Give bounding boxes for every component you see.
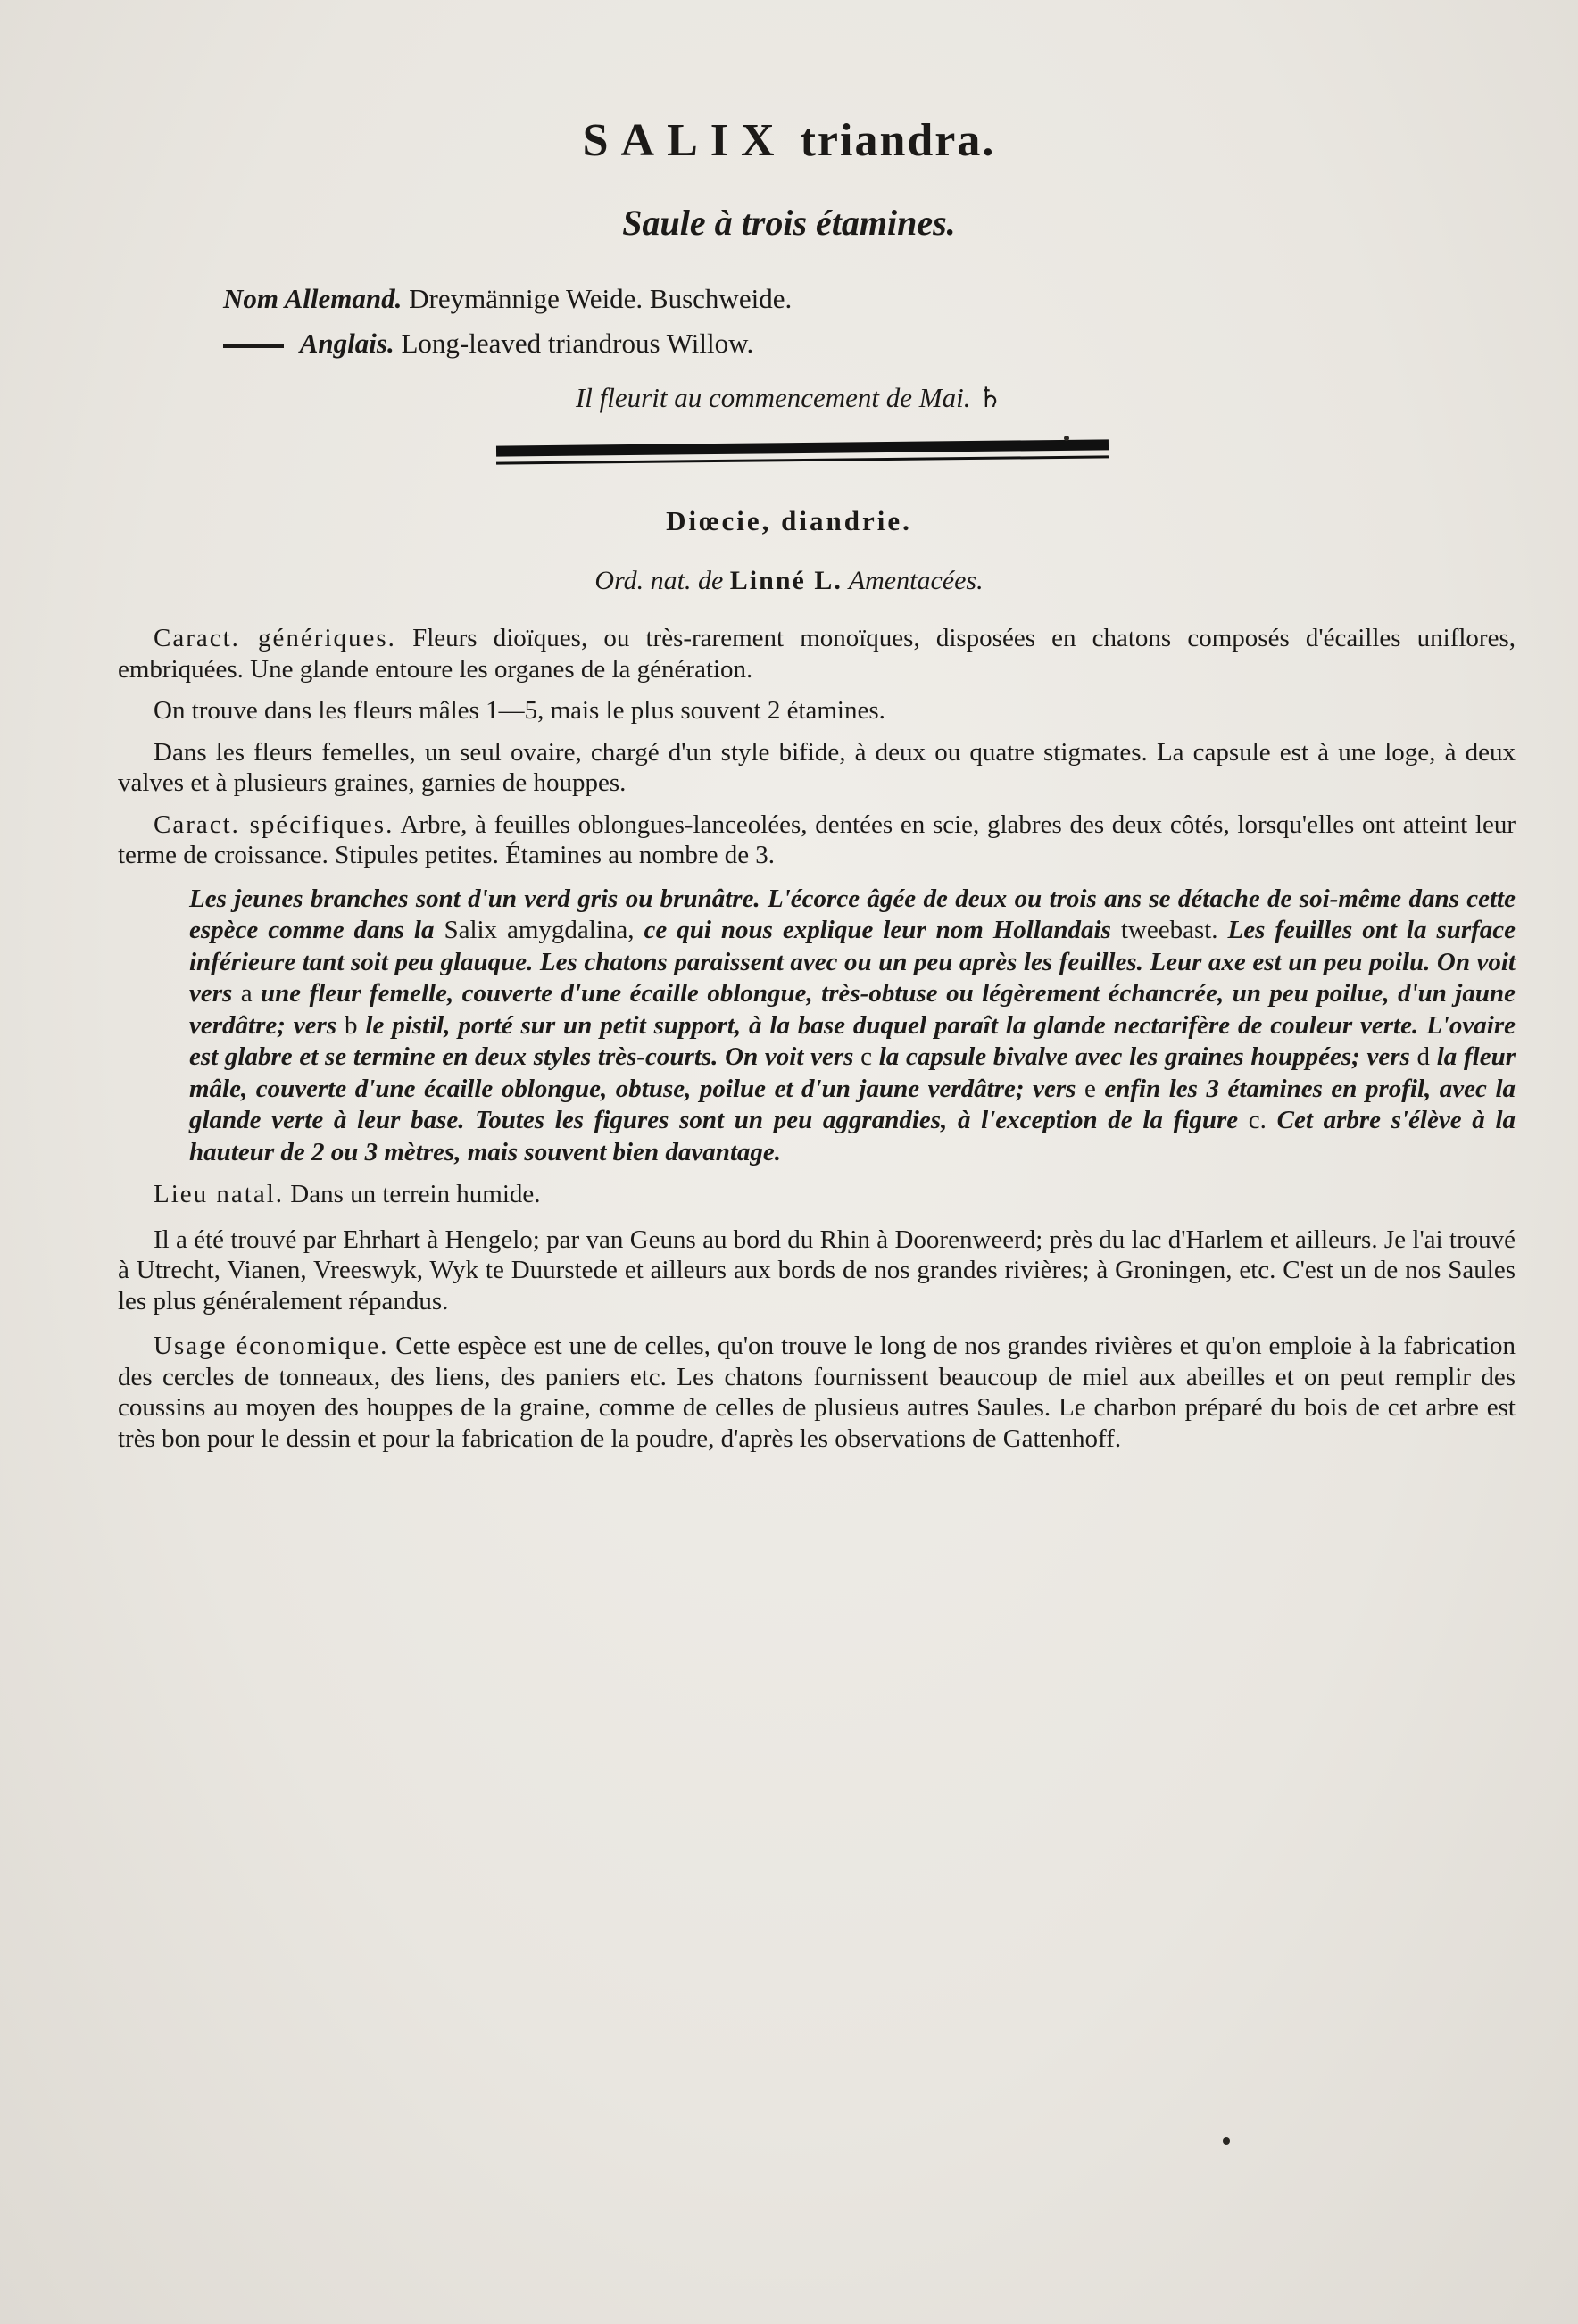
fig-ref-e: e — [1084, 1074, 1096, 1103]
page-subtitle: Saule à trois étamines. — [622, 203, 956, 243]
thin-divider-rule — [496, 455, 1109, 464]
desc-tweebast: tweebast. — [1120, 916, 1218, 944]
desc-part-b: ce qui nous explique leur nom Hollandais — [644, 916, 1111, 944]
desc-part-g: la fleur mâle, couverte d'une écaille oblongue, obtuse, poilue et d'un jaune verdâtre; vers — [189, 1042, 1516, 1103]
fig-ref-d: d — [1416, 1042, 1431, 1071]
plate-description-paragraph — [189, 884, 1516, 1169]
ink-speck — [1223, 2137, 1230, 2145]
specific-characters-paragraph — [118, 809, 1516, 871]
flowering-time: Il fleurit au commencement de Mai. ♄ — [575, 382, 1003, 413]
german-name-row — [223, 277, 792, 321]
english-label: Anglais. — [299, 328, 394, 359]
english-value: Long-leaved triandrous Willow. — [401, 328, 754, 359]
localities-paragraph: Il a été trouvé par Ehrhart à Hengelo; par van Geuns au bord du Rhin à Doorenweerd; près du lac d'Harlem et ailleurs. Je l'ai trouvé à Utrecht, Vianen, Vreeswyk, Wyk te Duurstede et ailleurs aux bords de nos grandes rivières; à Groningen, etc. C'est un de nos Saules les plus généralement répandus. — [118, 1224, 1516, 1316]
usage-text: Cette espèce est une de celles, qu'on trouve le long de nos grandes rivières et qu'on emploie à la fabrication des cercles de tonneaux, des liens, des paniers etc. Les chatons fournissent beaucoup de miel aux abeilles et on peut remplir des coussins au moyen des houppes de la graine, comme de celles de plusieus autres Saules. Le charbon préparé du bois de cet arbre est très bon pour le dessin et pour la fabrication de la poudre, d'après les observations de Gattenhoff. — [118, 1332, 1516, 1453]
desc-part-a: Les jeunes branches sont d'un verd gris ou brunâtre. L'écorce âgée de deux ou trois ans se détache de soi-même dans cette espèce comme dans la — [189, 884, 1516, 944]
order-prefix: Ord. nat. de — [594, 566, 724, 595]
desc-part-f: la capsule bivalve avec les graines houppées; vers — [878, 1042, 1410, 1071]
order-family: Amentacées. — [848, 566, 984, 595]
fig-ref-b: b — [345, 1010, 358, 1040]
desc-part-e: le pistil, porté sur un petit support, à la base duquel paraît la glande nectarifère de couleur verte. L'ovaire est glabre et se termine en deux styles très-courts. On voit vers — [189, 1010, 1516, 1071]
habitat-text: Dans un terrein humide. — [290, 1180, 541, 1208]
desc-part-i: Cet arbre s'élève à la hauteur de 2 ou 3 mètres, mais souvent bien davantage. — [189, 1106, 1516, 1166]
fig-ref-c: c — [860, 1042, 872, 1071]
order-linne: Linné L. — [729, 566, 843, 595]
body-text — [118, 623, 1516, 1465]
desc-part-c: Les feuilles ont la surface inférieure tant soit peu glauque. Les chatons paraissent avec ou un peu après les feuilles. Leur axe est un peu poilu. On voit vers — [189, 916, 1516, 1008]
ditto-dash — [223, 344, 284, 348]
desc-part-d: une fleur femelle, couverte d'une écaille oblongue, très-obtuse ou légèrement échancrée, un peu poilue, d'un jaune verdâtre; vers — [189, 979, 1516, 1040]
title-genus: SALIX — [582, 115, 787, 166]
desc-part-h: enfin les 3 étamines en profil, avec la glande verte à leur base. Toutes les figures sont un peu aggrandies, à l'exception de la figure — [189, 1074, 1516, 1134]
fig-ref-a: a — [240, 979, 253, 1008]
usage-paragraph — [118, 1331, 1516, 1454]
habitat-label: Lieu natal. — [154, 1180, 285, 1208]
generic-text: Fleurs dioïques, ou très-rarement monoïques, disposées en chatons composés d'écailles uniflores, embriquées. Une glande entoure les organes de la génération. — [118, 624, 1516, 684]
english-name-row — [223, 321, 792, 366]
german-label: Nom Allemand. — [223, 283, 403, 314]
ink-speck — [1064, 436, 1069, 441]
habitat-paragraph — [118, 1179, 1516, 1210]
german-value: Dreymännige Weide. Buschweide. — [409, 283, 793, 314]
generic-label: Caract. génériques. — [154, 624, 396, 652]
specific-text: Arbre, à feuilles oblongues-lanceolées, dentées en scie, glabres des deux côtés, lorsqu'elles ont atteint leur terme de croissance. Stipules petites. Étamines au nombre de 3. — [118, 809, 1516, 869]
linnaean-class: Diœcie, diandrie. — [666, 505, 912, 536]
heavy-divider-rule — [496, 439, 1109, 456]
usage-label: Usage économique. — [154, 1332, 389, 1360]
natural-order — [0, 566, 1578, 596]
common-names — [223, 277, 792, 366]
fig-ref-c-final: c. — [1248, 1106, 1267, 1134]
specific-label: Caract. spécifiques. — [154, 809, 394, 839]
desc-salix: Salix amygdalina, — [444, 916, 635, 944]
female-flowers-paragraph: Dans les fleurs femelles, un seul ovaire, chargé d'un style bifide, à deux ou quatre stigmates. La capsule est à une loge, à deux valves et à plusieurs graines, garnies de houppes. — [118, 737, 1516, 797]
page-title — [0, 114, 1578, 167]
generic-characters-paragraph — [118, 623, 1516, 685]
male-flowers-paragraph: On trouve dans les fleurs mâles 1—5, mais le plus souvent 2 étamines. — [154, 696, 885, 725]
title-species: triandra. — [800, 115, 996, 166]
